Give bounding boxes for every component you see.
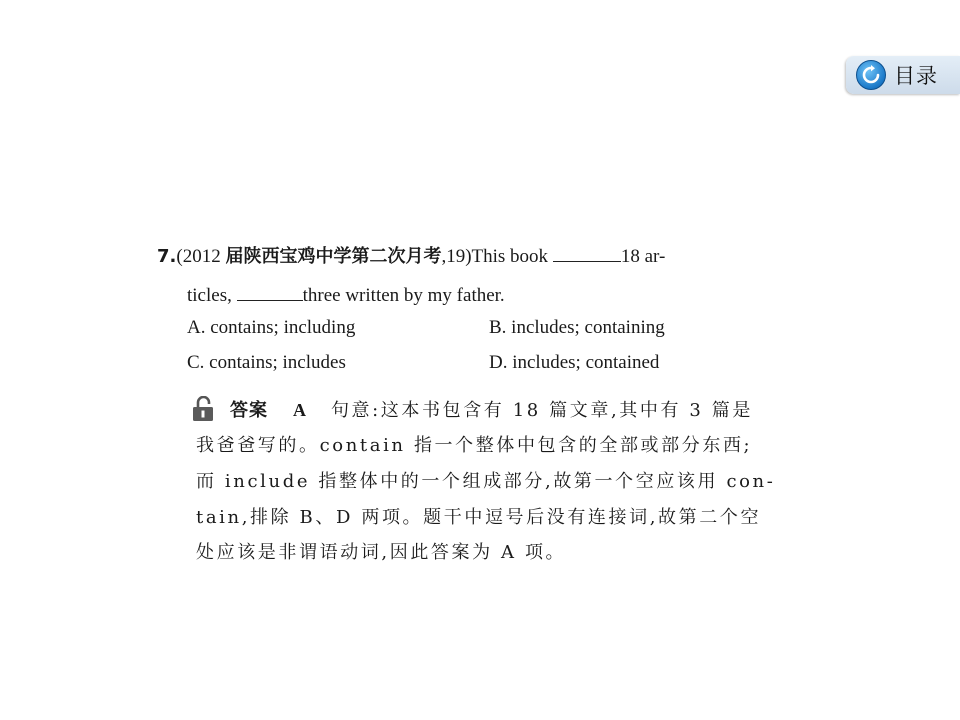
question-number: 7. (157, 246, 177, 267)
answer-line-2: 我爸爸写的。contain 指一个整体中包含的全部或部分东西; (196, 435, 753, 456)
option-a: A. contains; including (187, 317, 356, 338)
circular-arrow-icon (856, 60, 886, 90)
toc-button[interactable] (846, 56, 960, 94)
answer-explanation-1: 句意:这本书包含有 18 篇文章,其中有 3 篇是 (330, 400, 753, 421)
answer-blank-1 (553, 243, 621, 262)
answer-line-5: 处应该是非谓语动词,因此答案为 A 项。 (196, 542, 567, 563)
answer-blank-2 (237, 282, 303, 301)
question-text-a: This book (471, 246, 553, 267)
question-text-c: ticles, (187, 285, 237, 306)
option-b: B. includes; containing (489, 317, 665, 338)
question-line-1 (157, 243, 665, 269)
answer-letter: A (292, 400, 306, 420)
answer-line-3: 而 include 指整体中的一个组成部分,故第一个空应该用 con- (196, 471, 776, 492)
question-line-2 (187, 282, 505, 308)
option-d: D. includes; contained (489, 352, 660, 373)
question-source-close: ,19) (441, 246, 472, 267)
toc-label: 目录 (894, 64, 938, 88)
question-source: 届陕西宝鸡中学第二次月考 (225, 246, 442, 267)
option-c: C. contains; includes (187, 352, 346, 373)
answer-heading: 答案 (230, 400, 268, 421)
unlock-icon (192, 396, 216, 422)
question-source-open: (2012 (176, 246, 226, 267)
question-text-d: three written by my father. (302, 285, 505, 306)
answer-line-1 (230, 397, 753, 424)
question-text-b: 18 ar- (620, 246, 666, 267)
answer-line-4: tain,排除 B、D 两项。题干中逗号后没有连接词,故第二个空 (196, 507, 762, 528)
